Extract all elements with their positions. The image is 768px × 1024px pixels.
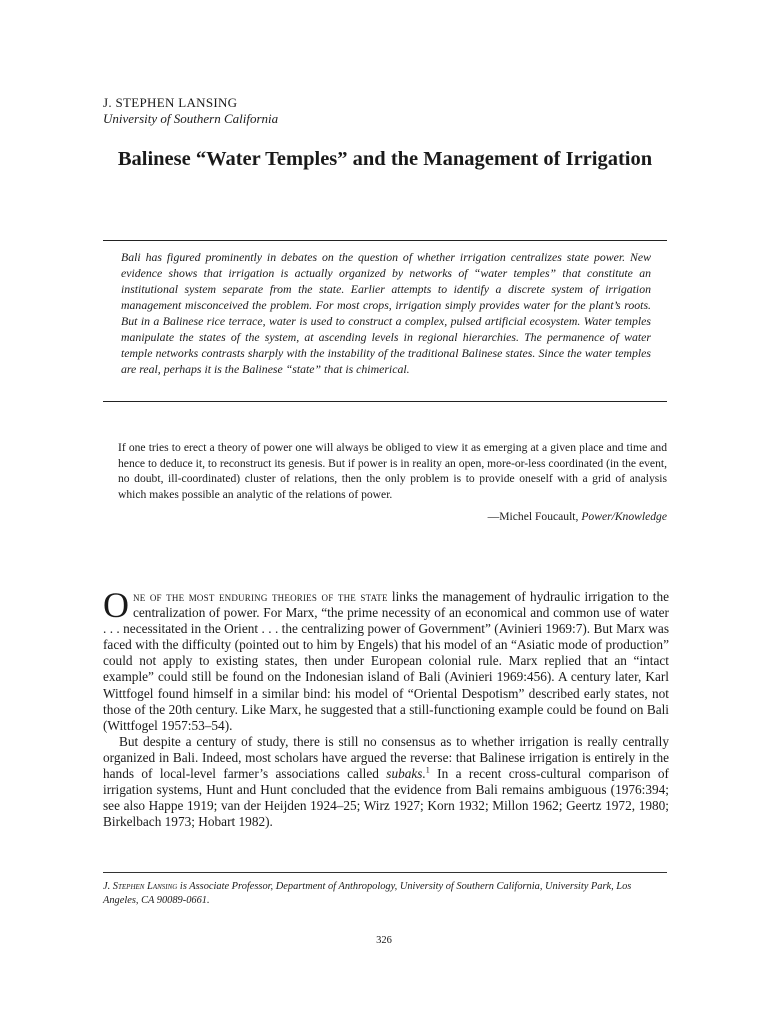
paragraph-2: But despite a century of study, there is still no consensus as to whether irrigation is really centrally organized in Bali. Indeed, most scholars have argued the reverse: that Balinese irrigation is entirely in the hands of local-level farmer’s associations called subaks.$^1$ In a recent cross-cultural comparison of irrigation systems, Hunt and Hunt concluded that the evidence from Bali remains ambiguous (1976:394; see also Happe 1919; van der Heijden 1924–25; Wirz 1927; Korn 1932; Millon 1962; Geertz 1972, 1980; Birkelbach 1973; Hobart 1982). [103,733,669,830]
body-text [103,585,669,830]
author-affiliation: University of Southern California [103,111,279,126]
paragraph-1: One of the most enduring theories of the state links the management of hydraulic irrigation to the centralization of power. For Marx, “the prime necessity of an economical and common use of water . . . necessitated in the Orient . . . the centralizing power of Government” (Avinieri 1969:7). But Marx was faced with the difficulty (pointed out to him by Engels) that his model of an “Asiatic mode of production” could not apply to existing states, then under European colonial rule. Marx replied that an “intact example” could still be found on the Indonesian island of Bali (Avinieri 1969:456). A century later, Karl Wittfogel found himself in a similar bind: his model of “Oriental Despotism” described early states, not those of the 20th century. Like Marx, he suggested that a still-functioning example could be found on Bali (Wittfogel 1957:53–54). [103,585,669,733]
lead-in-caps: ne of the most enduring theories of the state [133,589,388,604]
page-number: 326 [376,935,392,946]
abstract-top-rule [103,240,667,241]
footnote-ref: 1 [425,765,430,775]
article-title: Balinese “Water Temples” and the Management of Irrigation [117,148,653,170]
author-name: J. STEPHEN LANSING [103,95,238,110]
epigraph-attribution: —Michel Foucault, Power/Knowledge [487,510,667,523]
epigraph-work-title: Power/Knowledge [581,510,667,523]
abstract: Bali has figured prominently in debates on the question of whether irrigation centralizes state power. New evidence shows that irrigation is actually organized by networks of “water temples” that constitute an institutional system separate from the state. Earlier attempts to identify a discrete system of irrigation management misconceived the problem. For most crops, irrigation simply provides water for the plant’s roots. But in a Balinese rice terrace, water is used to construct a complex, pulsed artificial ecosystem. Water temples manipulate the states of the system, at ascending levels in regional hierarchies. The permanence of water temple networks contrasts sharply with the instability of the traditional Balinese states. Since the water temples are real, perhaps it is the Balinese “state” that is chimerical. [121,250,651,376]
abstract-bottom-rule [103,401,667,402]
subaks-term: subaks. [386,766,426,782]
epigraph-quote: If one tries to erect a theory of power one will always be obliged to view it as emerging at a given place and time and hence to deduce it, to reconstruct its genesis. But if power is in reality an open, more-or-less coordinated (in the event, no doubt, ill-coordinated) cluster of relations, then the only problem is to provide oneself with a grid of analysis which makes possible an analytic of the relations of power. [118,441,667,501]
footnote-rule [103,872,667,873]
author-footnote: J. Stephen Lansing is Associate Professor, Department of Anthropology, University of Southern California, University Park, Los Angeles, CA 90089-0661. [103,881,632,906]
drop-cap: O [103,585,129,625]
